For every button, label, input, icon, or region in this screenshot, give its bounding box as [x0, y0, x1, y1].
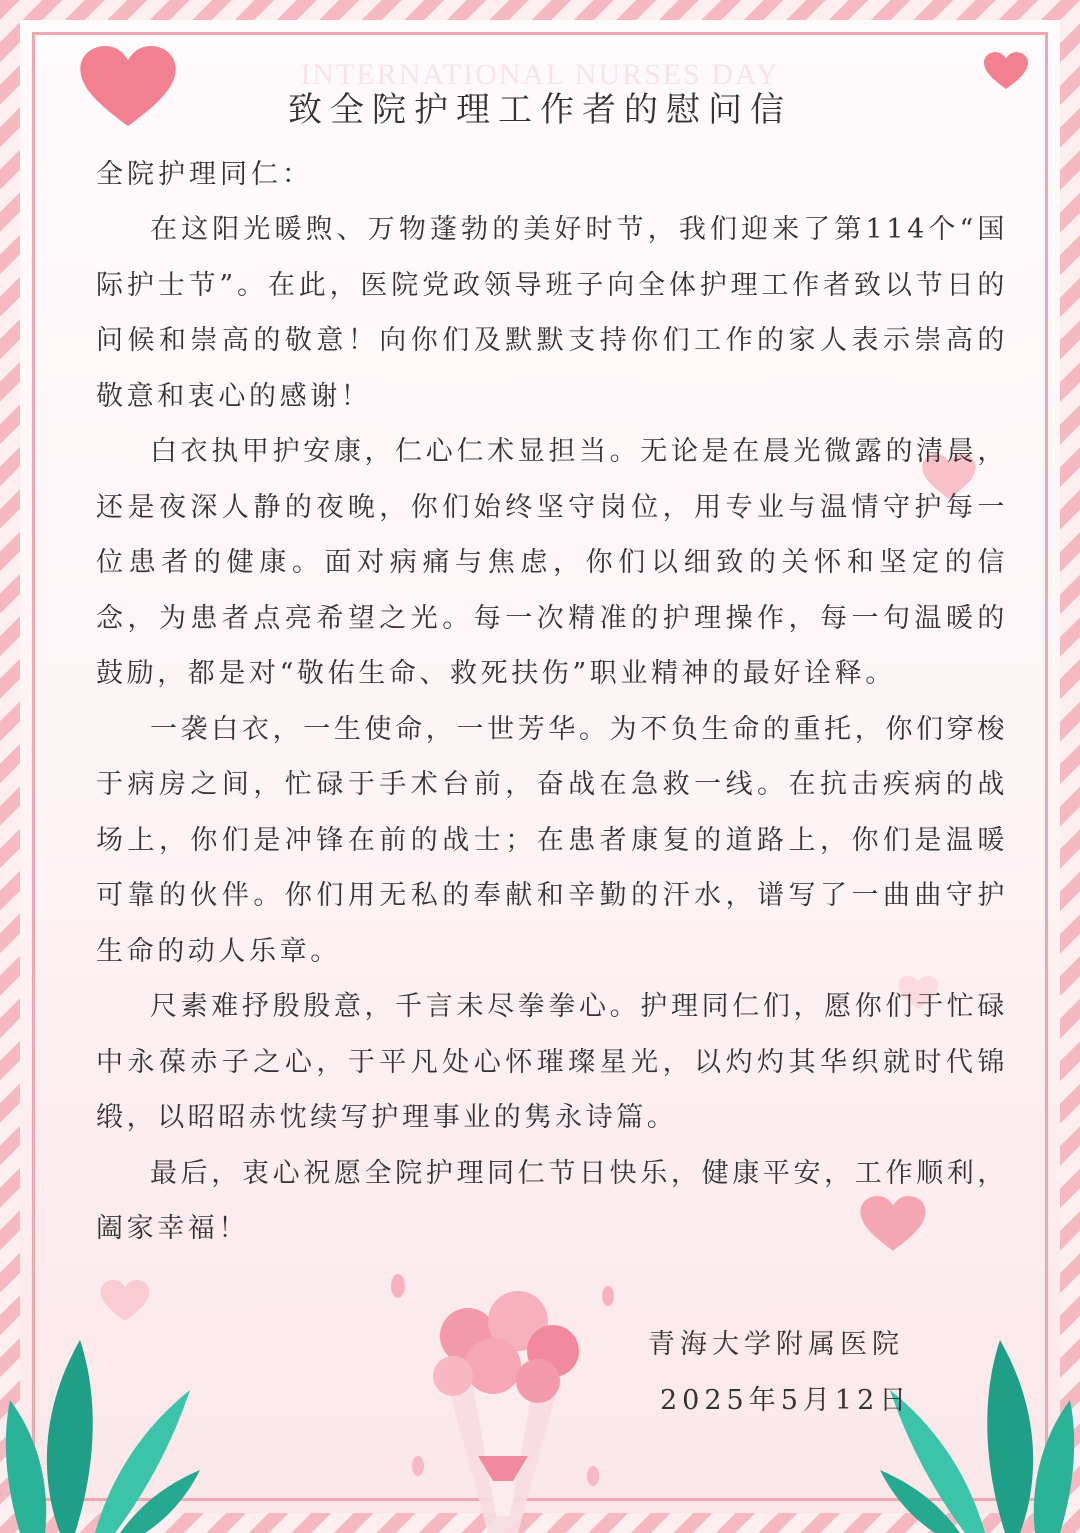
letter-paragraph: 在这阳光暖煦、万物蓬勃的美好时节，我们迎来了第114个“国际护士节”。在此，医院党政领导班子向全体护理工作者致以节日的问候和崇高的敬意！向你们及默默支持你们工作的家人表示崇高的敬意和衷心的感谢！: [96, 214, 1008, 412]
letter-date: 2025年5月12日: [660, 1385, 912, 1416]
leaf-icon: [880, 1330, 1080, 1533]
letter-greeting: 全院护理同仁：: [96, 159, 313, 190]
letter-body: [96, 202, 1008, 1257]
letter-title: 致全院护理工作者的慰问信: [288, 90, 792, 130]
letter-paragraph: 一袭白衣，一生使命，一世芳华。为不负生命的重托，你们穿梭于病房之间，忙碌于手术台前，奋战在急救一线。在抗击疾病的战场上，你们是冲锋在前的战士；在患者康复的道路上，你们是温暖可靠的伙伴。你们用无私的奉献和辛勤的汗水，谱写了一曲曲守护生命的动人乐章。: [96, 713, 1008, 967]
leaf-icon: [0, 1330, 200, 1533]
letter-paragraph: 白衣执甲护安康，仁心仁术显担当。无论是在晨光微露的清晨，还是夜深人静的夜晚，你们始终坚守岗位，用专业与温情守护每一位患者的健康。面对病痛与焦虑，你们以细致的关怀和坚定的信念，为患者点亮希望之光。每一次精准的护理操作，每一句温暖的鼓励，都是对“敬佑生命、救死扶伤”职业精神的最好诠释。: [96, 436, 1008, 689]
letter-paragraph: 最后，衷心祝愿全院护理同仁节日快乐，健康平安，工作顺利，阖家幸福！: [96, 1157, 1008, 1244]
letter-signature: 青海大学附属医院: [648, 1329, 904, 1360]
watermark-text: INTERNATIONAL NURSES DAY: [300, 58, 780, 91]
flower-bouquet-icon: [378, 1266, 628, 1533]
heart-icon: [100, 1280, 150, 1322]
letter-paragraph: 尺素难抒殷殷意，千言未尽拳拳心。护理同仁们，愿你们于忙碌中永葆赤子之心，于平凡处心怀璀璨星光，以灼灼其华织就时代锦缎，以昭昭赤忱续写护理事业的隽永诗篇。: [96, 991, 1008, 1133]
